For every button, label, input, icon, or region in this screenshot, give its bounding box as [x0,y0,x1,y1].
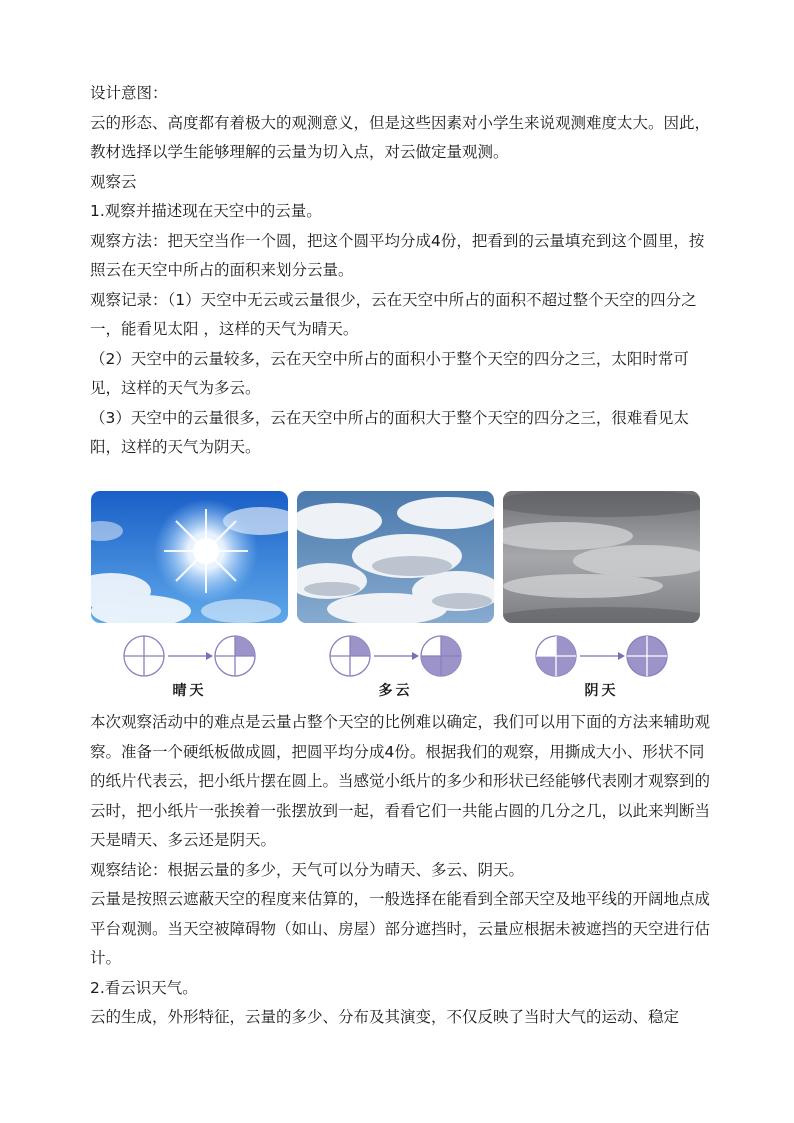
caption-overcast: 阴天 [584,683,619,699]
heading-design-intent: 设计意图： [90,84,168,102]
cloudy-sky-photo [297,491,494,623]
paragraph-method: 观察方法：把天空当作一个圆，把这个圆平均分成4份，把看到的云量填充到这个圆里，按照云在天空中所占的面积来划分云量。 [90,231,705,279]
heading-observe-clouds: 观察云 [90,172,137,191]
quarter-circle-from [124,636,164,676]
sky-photos [91,491,700,623]
arrow-icon [374,652,419,660]
paragraph-method-aid: 本次观察活动中的难点是云量占整个天空的比例难以确定，我们可以用下面的方法来辅助观察。准备一个硬纸板做成圆，把圆平均分成4份。根据我们的观察，用撕成大小、形状不同的纸片代表云，把小纸片摆在圆上。当感觉小纸片的多少和形状已经能够代表刚才观察到的云时，把小纸片一张挨着一张摆放到一起，看看它们一共能占圆的几分之几，以此来判断当天是晴天、多云还是阴天。 [90,713,711,849]
quarter-circle-to [421,636,461,676]
caption-cloudy: 多云 [378,683,413,699]
caption-sunny: 晴天 [172,683,207,699]
text-bottom [90,708,710,1033]
quarter-circle-to [627,636,667,676]
paragraph-cloud-formation: 云的生成，外形特征，云量的多少、分布及其演变，不仅反映了当时大气的运动、稳定 [90,1008,680,1026]
paragraph-intent: 云的形态、高度都有着极大的观测意义，但是这些因素对小学生来说观测难度太大。因此，教材选择以学生能够理解的云量为切入点，对云做定量观测。 [90,113,711,161]
sunny-sky-photo [91,491,288,623]
pie-pair-overcast [534,634,669,678]
paragraph-record-3: （3）天空中的云量很多，云在天空中所占的面积大于整个天空的四分之三，很难看见太阳，这样的天气为阴天。 [90,408,689,456]
arrow-icon [580,652,625,660]
step-1-title: 1.观察并描述现在天空中的云量。 [90,202,322,220]
quarter-circle-to [215,636,255,676]
paragraph-conclusion: 观察结论：根据云量的多少，天气可以分为晴天、多云、阴天。 [90,860,525,879]
paragraph-record-1: 观察记录：（1）天空中无云或云量很少，云在天空中所占的面积不超过整个天空的四分之一，能看见太阳 ，这样的天气为晴天。 [90,290,697,338]
arrow-icon [168,652,213,660]
text-top [90,79,710,463]
quarter-circle-from [330,636,370,676]
overcast-sky-photo [503,491,700,623]
step-2-title: 2.看云识天气。 [90,978,198,997]
paragraph-cloud-amount: 云量是按照云遮蔽天空的程度来估算的，一般选择在能看到全部天空及地平线的开阔地点成平台观测。当天空被障碍物（如山、房屋）部分遮挡时，云量应根据未被遮挡的天空进行估计。 [90,890,711,967]
cloud-amount-diagrams [91,634,700,704]
diagram-overcast [503,634,700,704]
quarter-circle-from [536,636,576,676]
pie-pair-cloudy [328,634,463,678]
diagram-sunny [91,634,288,704]
paragraph-record-2: （2）天空中的云量较多，云在天空中所占的面积小于整个天空的四分之三，太阳时常可见，这样的天气为多云。 [90,349,689,397]
diagram-cloudy [297,634,494,704]
pie-pair-sunny [122,634,257,678]
